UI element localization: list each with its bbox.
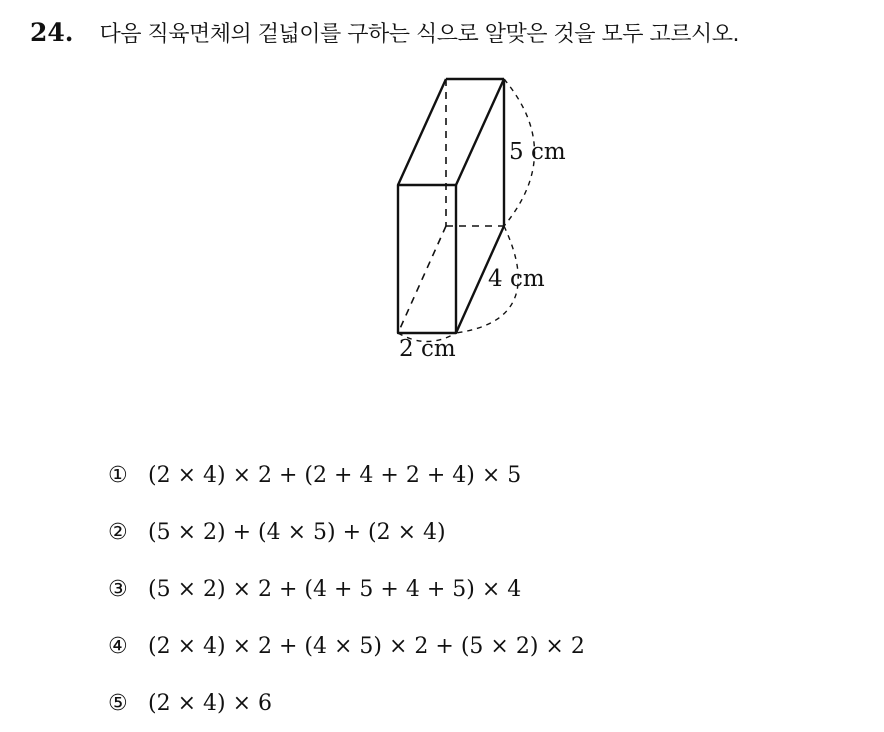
answer-choices — [108, 447, 585, 732]
choice-expression: (2 × 4) × 6 — [148, 691, 272, 716]
choice-4[interactable] — [108, 618, 585, 675]
choice-marker: ⑤ — [108, 691, 128, 716]
hidden-edge-bottom-depth — [398, 226, 446, 333]
choice-expression: (5 × 2) + (4 × 5) + (2 × 4) — [148, 520, 446, 545]
choice-expression: (2 × 4) × 2 + (2 + 4 + 2 + 4) × 5 — [148, 463, 522, 488]
question-number: 24. — [30, 17, 74, 47]
choice-marker: ④ — [108, 634, 128, 659]
choice-1[interactable] — [108, 447, 585, 504]
depth-label: 4 cm — [488, 266, 545, 292]
choice-marker: ③ — [108, 577, 128, 602]
front-face — [398, 185, 456, 333]
choice-3[interactable] — [108, 561, 585, 618]
top-face-left-edge — [398, 79, 446, 185]
choice-2[interactable] — [108, 504, 585, 561]
height-label: 5 cm — [509, 139, 566, 165]
choice-5[interactable] — [108, 675, 585, 732]
top-face-right-edge — [456, 79, 504, 185]
choice-marker: ② — [108, 520, 128, 545]
question-text: 다음 직육면체의 겉넓이를 구하는 식으로 알맞은 것을 모두 고르시오. — [99, 21, 739, 47]
choice-marker: ① — [108, 463, 128, 488]
choice-expression: (5 × 2) × 2 + (4 + 5 + 4 + 5) × 4 — [148, 577, 522, 602]
width-label: 2 cm — [399, 336, 456, 362]
choice-expression: (2 × 4) × 2 + (4 × 5) × 2 + (5 × 2) × 2 — [148, 634, 585, 659]
